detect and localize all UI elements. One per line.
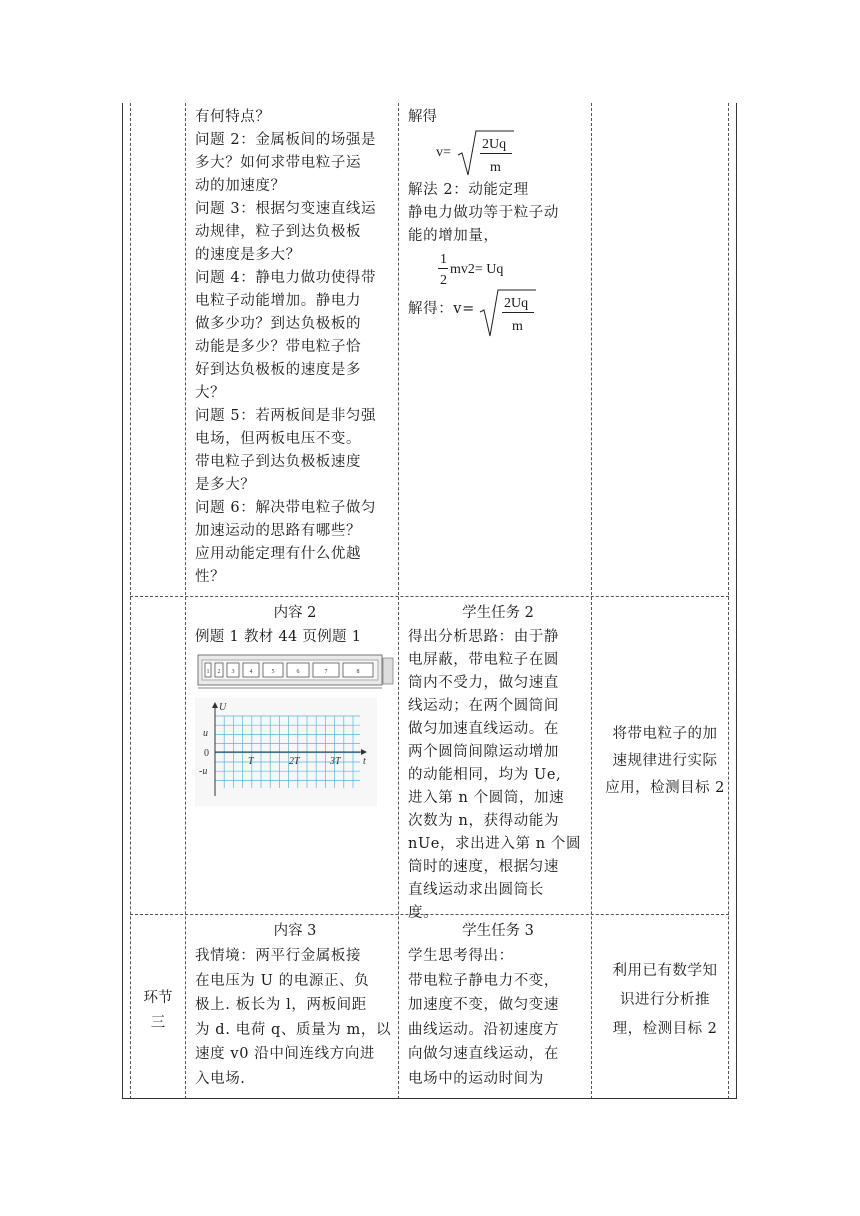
tick-label: u — [203, 728, 208, 739]
table-border-bottom — [122, 1098, 737, 1099]
task-line: 电场中的运动时间为 — [408, 1070, 544, 1087]
goal-line: 速规律进行实际 — [612, 753, 718, 769]
tick-label: -u — [199, 766, 208, 777]
question-line: 做多少功？到达负极板的 — [195, 316, 362, 332]
solve-label: 解得 — [408, 109, 437, 125]
table-border-right — [736, 103, 737, 1099]
question-line: 性？ — [195, 569, 226, 585]
task-line: 次数为 n，获得动能为 — [408, 813, 560, 829]
question-line: 电场，但两板电压不变。 — [195, 431, 362, 447]
half-denominator: 2 — [440, 273, 447, 288]
column-divider — [398, 103, 399, 1099]
question-list — [195, 106, 393, 589]
task-3-title: 学生任务 3 — [462, 923, 534, 939]
task-line: 曲线运动。沿初速度方 — [408, 1021, 559, 1038]
content-3-text — [195, 944, 395, 1091]
task-line: 筒内不受力，做匀速直 — [408, 675, 559, 691]
tube-number: 1 — [206, 669, 210, 675]
time-tick-label: 3T — [330, 756, 341, 767]
question-line: 加速运动的思路有哪些？ — [195, 523, 362, 539]
axis-label-t: t — [363, 756, 366, 767]
content-line: 入电场. — [195, 1070, 246, 1087]
content-2-title: 内容 2 — [273, 605, 317, 621]
fraction-bar — [502, 312, 534, 313]
table-border-left — [122, 103, 123, 1099]
content-3-title: 内容 3 — [273, 923, 317, 939]
kinetic-energy-expression: mv2= Uq — [450, 262, 504, 277]
task-line: 做匀加速直线运动。在 — [408, 721, 559, 737]
task-line: 筒时的速度，根据匀速 — [408, 859, 559, 875]
question-line: 有何特点？ — [195, 109, 271, 125]
stage-line: 三 — [150, 1015, 166, 1031]
stage-line: 环节 — [143, 990, 173, 1006]
content-line: 极上. 板长为 l，两板间距 — [195, 997, 367, 1013]
fraction-denominator: m — [490, 160, 501, 175]
goal-line: 将带电粒子的加 — [612, 726, 718, 742]
task-line: 学生思考得出： — [408, 948, 514, 964]
task-line: 的动能相同，均为 Ue, — [408, 767, 562, 783]
goal-line: 识进行分析推 — [620, 992, 710, 1008]
time-tick-label: T — [248, 756, 254, 767]
question-line: 带电粒子到达负极板速度 — [195, 454, 362, 470]
table-border-right-inner — [728, 103, 729, 1099]
task-line: 两个圆筒间隙运动增加 — [408, 744, 559, 760]
question-line: 动的加速度？ — [195, 178, 286, 194]
goal-line: 理，检测目标 2 — [612, 1021, 718, 1037]
tube-number: 6 — [296, 669, 300, 675]
task-line: 得出分析思路：由于静 — [408, 629, 559, 645]
task-line: 度。 — [408, 905, 439, 921]
task-3-text — [408, 944, 588, 1091]
accelerator-tubes-drawing — [195, 652, 395, 692]
method-2-label: 解法 2：动能定理 — [408, 182, 529, 198]
tube-number: 2 — [217, 669, 221, 675]
task-line: 加速度不变，做匀变速 — [408, 997, 559, 1013]
axis-label-u: U — [219, 702, 227, 713]
question-line: 是多大？ — [195, 477, 256, 493]
tube-number: 5 — [271, 669, 275, 675]
row-divider — [130, 596, 729, 597]
task-line: 线运动；在两个圆筒间 — [408, 698, 559, 714]
solution-cell — [408, 106, 588, 344]
goal-3-text — [598, 957, 732, 1044]
table-border-left-inner — [130, 103, 131, 1099]
column-divider — [591, 103, 592, 1099]
time-tick-label: 2T — [289, 756, 300, 767]
question-line: 大？ — [195, 385, 226, 401]
question-line: 的速度是多大？ — [195, 247, 301, 263]
x-axis-arrow-icon — [361, 749, 367, 755]
half-numerator: 1 — [440, 252, 447, 267]
task-2-title: 学生任务 2 — [462, 605, 534, 621]
v-equals: v= — [436, 145, 451, 160]
question-line: 动规律，粒子到达负极板 — [195, 224, 362, 240]
content-line: 速度 v0 沿中间连线方向进 — [195, 1046, 376, 1062]
question-line: 电粒子动能增加。静电力 — [195, 293, 362, 309]
velocity-formula-1 — [408, 129, 588, 179]
task-line: nUe，求出进入第 n 个圆 — [408, 836, 582, 852]
tube-number: 3 — [231, 669, 235, 675]
tube-number: 8 — [356, 669, 360, 675]
task-line: 带电粒子静电力不变， — [408, 972, 559, 989]
fraction-numerator: 2Uq — [504, 296, 529, 311]
task-line: 直线运动求出圆筒长 — [408, 882, 544, 898]
task-line: 向做匀速直线运动，在 — [408, 1046, 559, 1062]
goal-2-text — [596, 721, 734, 802]
content-line: 我情境：两平行金属板接 — [195, 948, 362, 964]
question-line: 问题 5：若两板间是非匀强 — [195, 408, 377, 424]
fraction-numerator: 2Uq — [482, 137, 507, 152]
question-line: 多大？如何求带电粒子运 — [195, 155, 362, 171]
method-2-line-a: 静电力做功等于粒子动 — [408, 205, 559, 221]
question-line: 问题 2：金属板间的场强是 — [195, 132, 377, 148]
example-label: 例题 1 教材 44 页例题 1 — [195, 629, 362, 645]
question-line: 应用动能定理有什么优越 — [195, 546, 362, 562]
velocity-formula-2 — [408, 294, 588, 344]
y-axis-arrow-icon — [212, 702, 218, 708]
question-line: 动能是多少？带电粒子恰 — [195, 339, 362, 355]
voltage-time-graph — [195, 698, 377, 806]
method-2-line-b: 能的增加量， — [408, 228, 499, 244]
task-2-text — [408, 626, 588, 925]
goal-line: 利用已有数学知 — [612, 963, 718, 979]
question-line: 问题 6：解决带电粒子做匀 — [195, 500, 377, 516]
fraction-denominator: m — [512, 319, 523, 334]
tube-number: 7 — [324, 669, 328, 675]
tube-number: 4 — [249, 669, 253, 675]
content-line: 为 d. 电荷 q、质量为 m，以 — [195, 1021, 392, 1038]
solve-2-label: 解得：v= — [408, 301, 475, 317]
task-line: 电屏蔽，带电粒子在圆 — [408, 652, 559, 668]
question-line: 好到达负极板的速度是多 — [195, 362, 362, 378]
column-divider — [185, 103, 186, 1099]
question-line: 问题 4：静电力做功使得带 — [195, 270, 377, 286]
tick-label: 0 — [204, 748, 209, 759]
goal-line: 应用，检测目标 2 — [605, 780, 725, 796]
question-line: 问题 3：根据匀变速直线运 — [195, 201, 377, 217]
stage-label — [132, 986, 184, 1036]
voltage-time-figure — [195, 698, 377, 806]
accelerator-tubes-figure — [195, 652, 395, 692]
content-line: 在电压为 U 的电源正、负 — [195, 972, 370, 989]
fraction-bar — [480, 153, 512, 154]
task-line: 进入第 n 个圆筒，加速 — [408, 790, 565, 806]
